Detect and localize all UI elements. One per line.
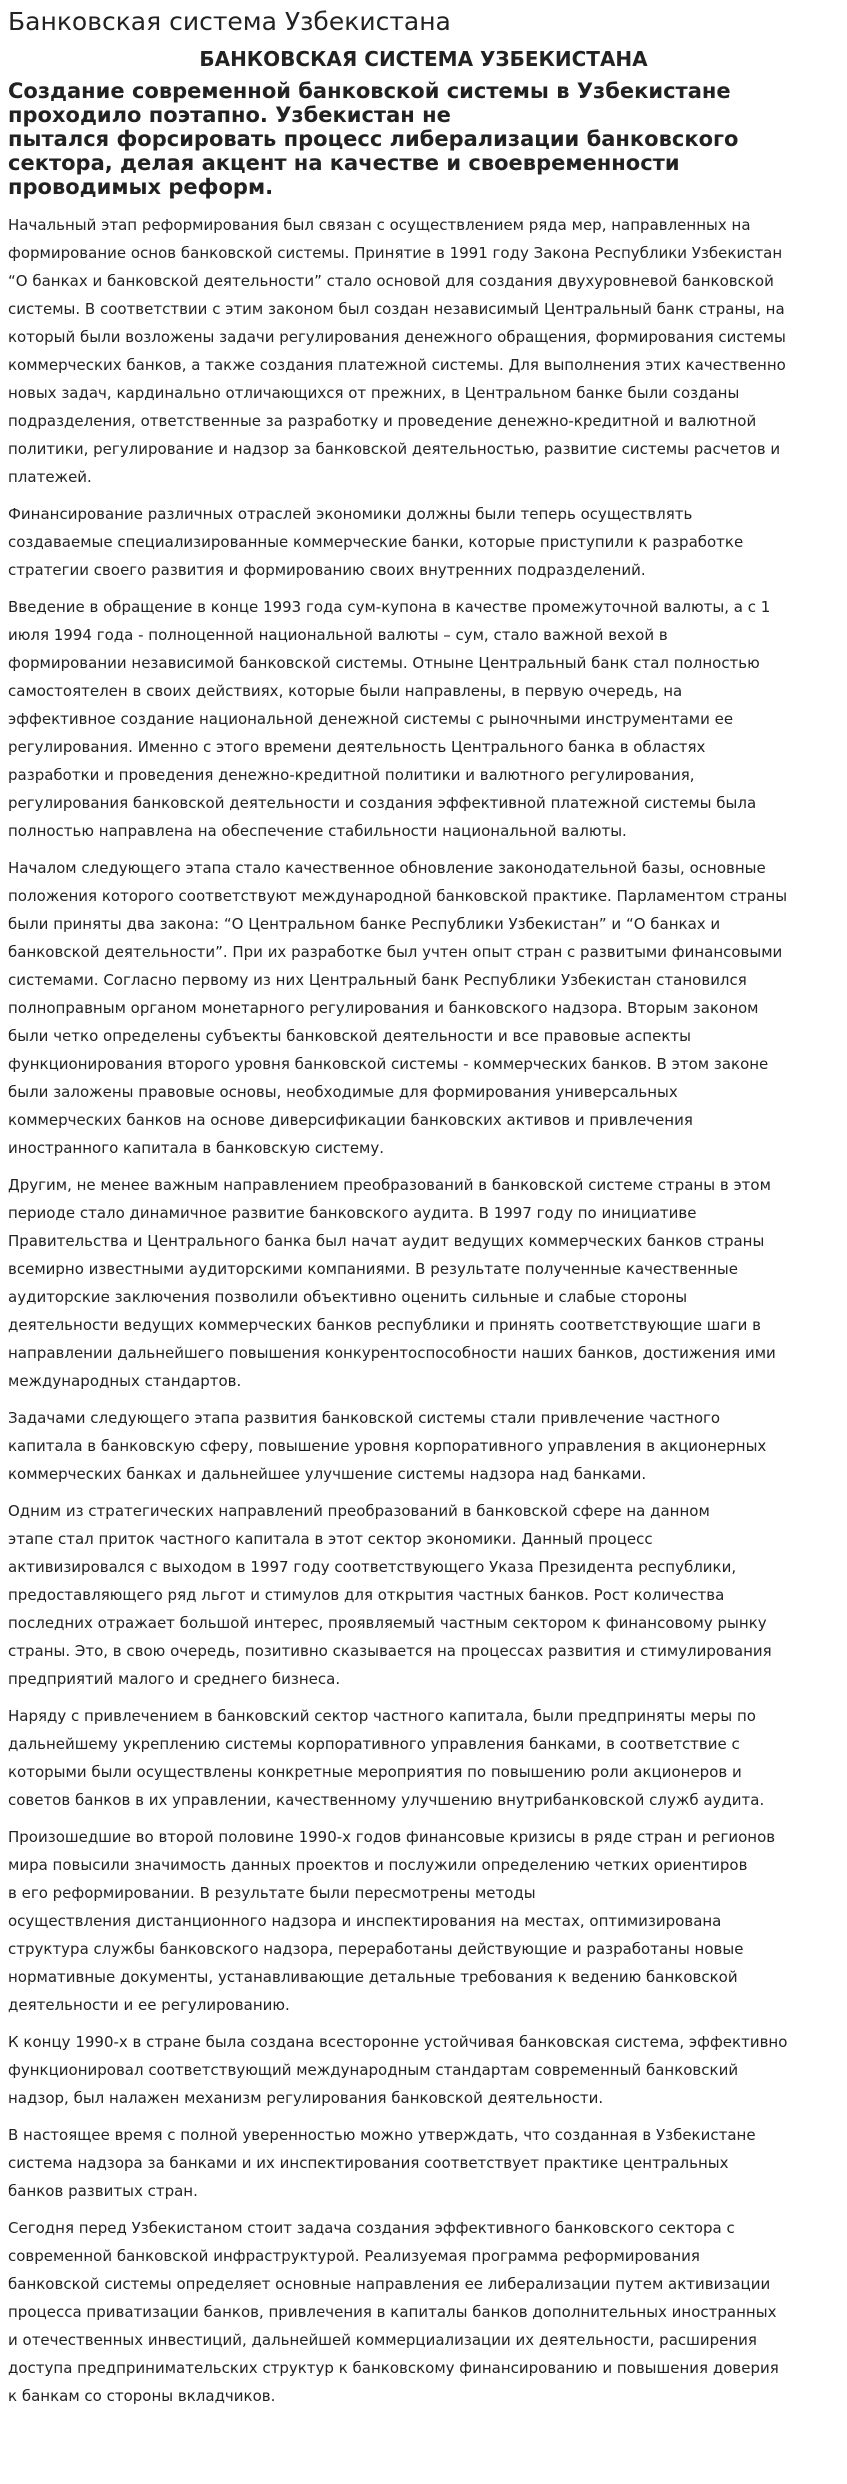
document-lead: Создание современной банковской системы в Узбекистане проходило поэтапно. Узбекистан не пытался форсировать процесс либерализации банковского сектора, делая акцент на качестве и своевременности проводимых реформ. bbox=[8, 79, 739, 199]
document-subtitle: БАНКОВСКАЯ СИСТЕМА УЗБЕКИСТАНА bbox=[199, 47, 648, 71]
body-paragraph: Задачами следующего этапа развития банковской системы стали привлечение частного капитала в банковскую сферу, повышение уровня корпоративного управления в акционерных коммерческих банках и дальнейшее улучшение системы надзора над банками. bbox=[8, 1409, 767, 1483]
body-paragraph: Началом следующего этапа стало качественное обновление законодательной базы, основные положения которого соответствуют международной банковской практике. Парламентом страны были приняты два закона: “О Центральном банке Республики Узбекистан” и “О банках и банковской деятельности”. При их разработке был учтен опыт стран с развитыми финансовыми системами. Согласно первому из них Центральный банк Республики Узбекистан становился полноправным органом монетарного регулирования и банковского надзора. Вторым законом были четко определены субъекты банковской деятельности и все правовые аспекты функционирования второго уровня банковской системы - коммерческих банков. В этом законе были заложены правовые основы, необходимые для формирования универсальных коммерческих банков на основе диверсификации банковских активов и привлечения иностранного капитала в банковскую систему. bbox=[8, 859, 788, 1157]
body-paragraph: К концу 1990-х в стране была создана всесторонне устойчивая банковская система, эффективно функционировал соответствующий международным стандартам современный банковский надзор, был налажен механизм регулирования банковской деятельности. bbox=[8, 2033, 788, 2107]
body-paragraph: Одним из стратегических направлений преобразований в банковской сфере на данном этапе стал приток частного капитала в этот сектор экономики. Данный процесс активизировался с выходом в 1997 году соответствующего Указа Президента республики, предоставляющего ряд льгот и стимулов для открытия частных банков. Рост количества последних отражает большой интерес, проявляемый частным сектором к финансовому рынку страны. Это, в свою очередь, позитивно сказывается на процессах развития и стимулирования предприятий малого и среднего бизнеса. bbox=[8, 1502, 772, 1688]
body-paragraph: Введение в обращение в конце 1993 года сум-купона в качестве промежуточной валюты, а с 1 июля 1994 года - полноценной национальной валюты – сум, стало важной вехой в формировании независимой банковской системы. Отныне Центральный банк стал полностью самостоятелен в своих действиях, которые были направлены, в первую очередь, на эффективное создание национальной денежной системы с рыночными инструментами ее регулирования. Именно с этого времени деятельность Центрального банка в областях разработки и проведения денежно-кредитной политики и валютного регулирования, регулирования банковской деятельности и создания эффективной платежной системы была полностью направлена на обеспечение стабильности национальной валюты. bbox=[8, 598, 771, 840]
body-paragraph: Наряду с привлечением в банковский сектор частного капитала, были предприняты меры по дальнейшему укреплению системы корпоративного управления банками, в соответствие с которыми были осуществлены конкретные мероприятия по повышению роли акционеров и советов банков в их управлении, качественному улучшению внутрибанковской служб аудита. bbox=[8, 1707, 765, 1809]
body-paragraph: Начальный этап реформирования был связан с осуществлением ряда мер, направленных на формирование основ банковской системы. Принятие в 1991 году Закона Республики Узбекистан “О банках и банковской деятельности” стало основой для создания двухуровневой банковской системы. В соответствии с этим законом был создан независимый Центральный банк страны, на который были возложены задачи регулирования денежного обращения, формирования системы коммерческих банков, а также создания платежной системы. Для выполнения этих качественно новых задач, кардинально отличающихся от прежних, в Центральном банке были созданы подразделения, ответственные за разработку и проведение денежно-кредитной и валютной политики, регулирование и надзор за банковской деятельностью, развитие системы расчетов и платежей. bbox=[8, 216, 786, 486]
body-paragraph: Произошедшие во второй половине 1990-х годов финансовые кризисы в ряде стран и регионов мира повысили значимость данных проектов и послужили определению четких ориентиров в его реформировании. В результате были пересмотрены методы осуществления дистанционного надзора и инспектирования на местах, оптимизирована структура службы банковского надзора, переработаны действующие и разработаны новые нормативные документы, устанавливающие детальные требования к ведению банковской деятельности и ее регулированию. bbox=[8, 1828, 776, 2014]
document-title: Банковская система Узбекистана bbox=[8, 7, 451, 36]
body-paragraph: Финансирование различных отраслей экономики должны были теперь осуществлять создаваемые специализированные коммерческие банки, которые приступили к разработке стратегии своего развития и формированию своих внутренних подразделений. bbox=[8, 505, 744, 579]
body-paragraph: Сегодня перед Узбекистаном стоит задача создания эффективного банковского сектора с современной банковской инфраструктурой. Реализуемая программа реформирования банковской системы определяет основные направления ее либерализации путем активизации процесса приватизации банков, привлечения в капиталы банков дополнительных иностранных и отечественных инвестиций, дальнейшей коммерциализации их деятельности, расширения доступа предпринимательских структур к банковскому финансированию и повышения доверия к банкам со стороны вкладчиков. bbox=[8, 2219, 779, 2405]
document-body bbox=[8, 211, 839, 2410]
body-paragraph: В настоящее время с полной уверенностью можно утверждать, что созданная в Узбекистане система надзора за банками и их инспектирования соответствует практике центральных банков развитых стран. bbox=[8, 2126, 756, 2200]
body-paragraph: Другим, не менее важным направлением преобразований в банковской системе страны в этом периоде стало динамичное развитие банковского аудита. В 1997 году по инициативе Правительства и Центрального банка был начат аудит ведущих коммерческих банков страны всемирно известными аудиторскими компаниями. В результате полученные качественные аудиторские заключения позволили объективно оценить сильные и слабые стороны деятельности ведущих коммерческих банков республики и принять соответствующие шаги в направлении дальнейшего повышения конкурентоспособности наших банков, достижения ими международных стандартов. bbox=[8, 1176, 776, 1390]
